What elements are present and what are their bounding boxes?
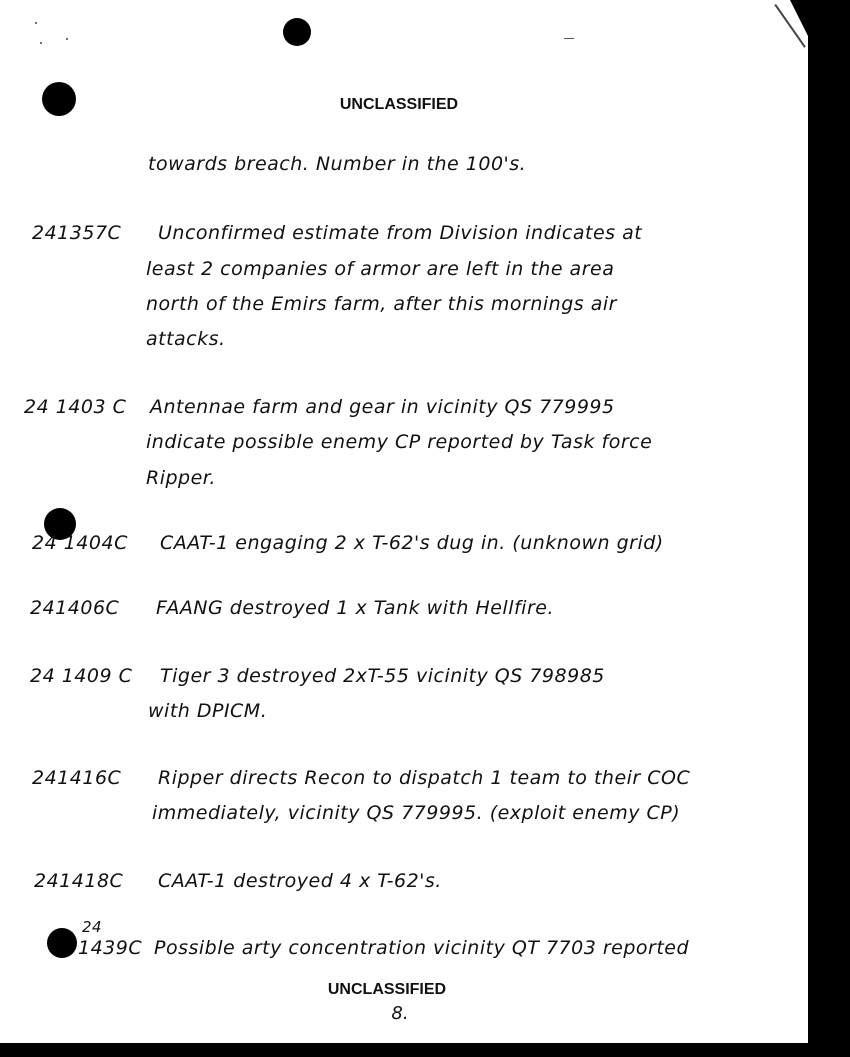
scan-mark	[564, 38, 574, 39]
entry-time: 241418C	[34, 870, 124, 892]
page-number: 8.	[391, 1003, 409, 1024]
entry-text: north of the Emirs farm, after this mornings air	[146, 293, 617, 315]
classification-header: UNCLASSIFIED	[339, 96, 459, 113]
entry-text: indicate possible enemy CP reported by Task force	[146, 431, 653, 453]
entry-text: Possible arty concentration vicinity QT 7703 reported	[154, 937, 690, 959]
entry-text: CAAT-1 engaging 2 x T-62's dug in. (unknown grid)	[160, 532, 664, 554]
entry-time-prefix: 24	[82, 918, 103, 936]
entry-text: Unconfirmed estimate from Division indicates at	[158, 222, 643, 244]
entry-text: least 2 companies of armor are left in the area	[146, 258, 615, 280]
entry-text: FAANG destroyed 1 x Tank with Hellfire.	[156, 597, 554, 619]
entry-time: 1439C	[78, 937, 143, 959]
entry-text: CAAT-1 destroyed 4 x T-62's.	[158, 870, 442, 892]
scan-speck	[66, 38, 68, 40]
punch-hole-top	[283, 18, 311, 46]
entry-time: 24 1403 C	[24, 396, 127, 418]
scan-speck	[40, 42, 42, 44]
entry-text: Tiger 3 destroyed 2xT-55 vicinity QS 798985	[160, 665, 605, 687]
punch-hole-lower-left	[47, 928, 77, 958]
continuation-line: towards breach. Number in the 100's.	[148, 153, 527, 175]
scan-speck	[35, 22, 37, 24]
entry-time: 241406C	[30, 597, 120, 619]
entry-text: Ripper.	[146, 467, 216, 489]
entry-text: immediately, vicinity QS 779995. (exploit enemy CP)	[152, 802, 681, 824]
scan-edge-bottom	[0, 1043, 850, 1057]
scan-edge-right	[808, 0, 850, 1057]
classification-footer: UNCLASSIFIED	[327, 981, 447, 998]
entry-time: 24 1404C	[32, 532, 128, 554]
entry-time: 241357C	[32, 222, 122, 244]
entry-time: 24 1409 C	[30, 665, 133, 687]
entry-text: Ripper directs Recon to dispatch 1 team to their COC	[158, 767, 691, 789]
entry-time: 241416C	[32, 767, 122, 789]
entry-text: Antennae farm and gear in vicinity QS 779995	[150, 396, 615, 418]
entry-text: attacks.	[146, 328, 226, 350]
entry-text: with DPICM.	[148, 700, 268, 722]
